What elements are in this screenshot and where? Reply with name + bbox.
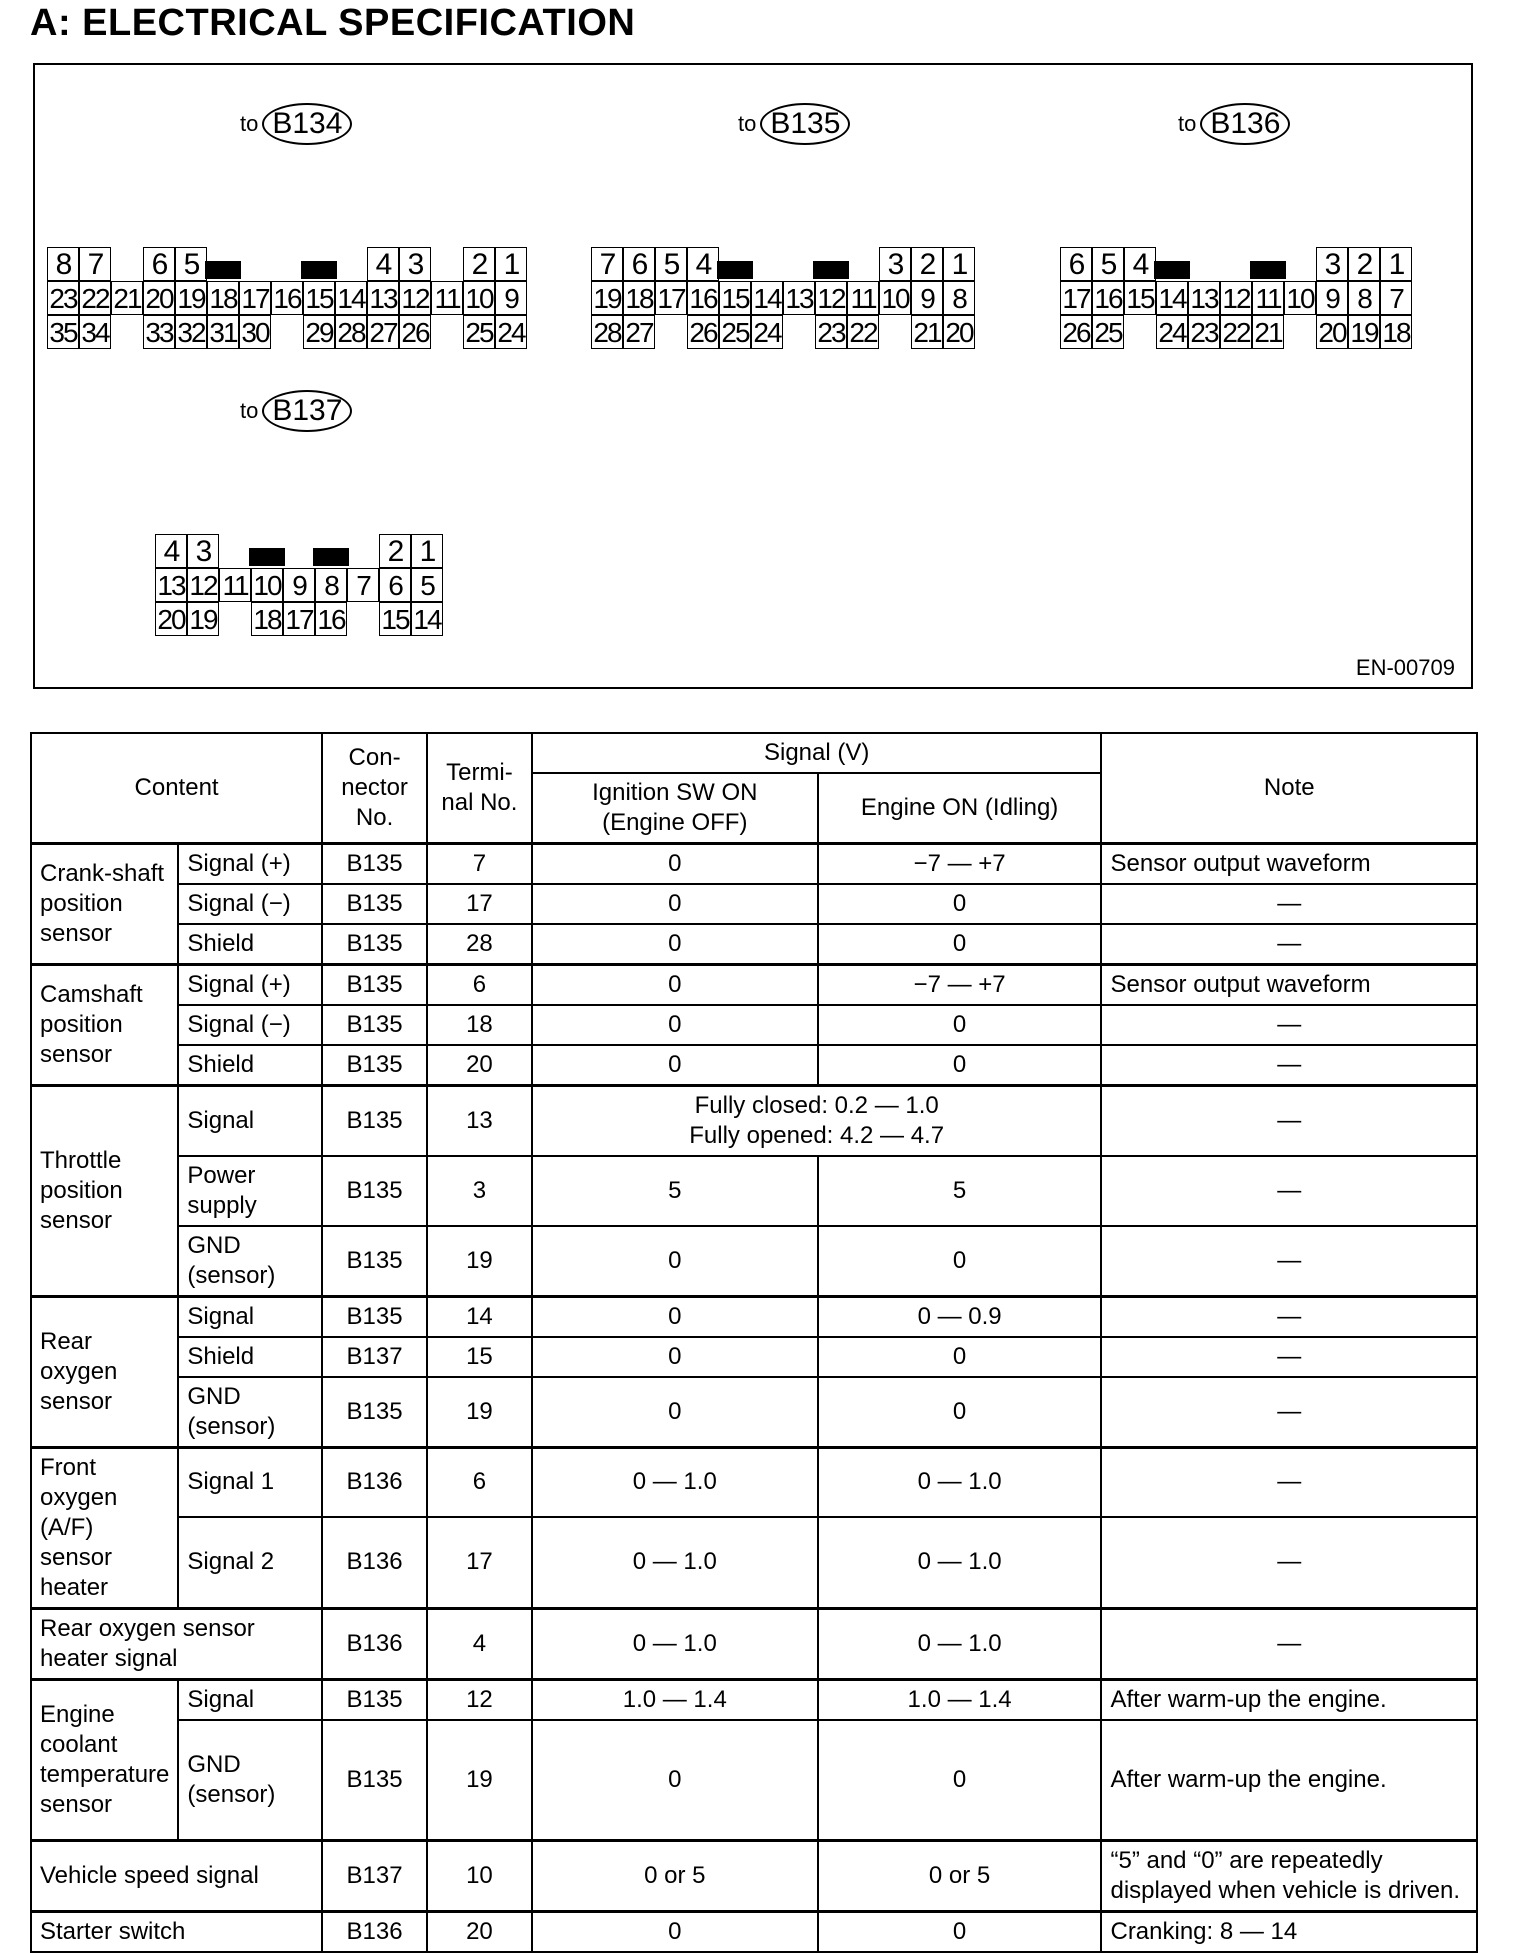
connector-pin: 1 [411,534,443,568]
connector-pin: 25 [1092,315,1124,349]
connector-pin: 19 [591,281,623,315]
connector-pin: 13 [155,568,187,602]
connector-pin: 2 [463,247,495,281]
connector-pin: 4 [1124,247,1156,281]
connector-pin: 11 [219,568,251,602]
header-signal: Signal (V) [532,733,1102,773]
connector-pin: 24 [1156,315,1188,349]
group-label: Rear oxygen sensor [31,1297,178,1448]
connector-pin: 10 [879,281,911,315]
connector-pin: 1 [495,247,527,281]
connector-pin: 19 [175,281,207,315]
connector-pin: 16 [687,281,719,315]
connector-pin: 27 [623,315,655,349]
connector-pin: 21 [1252,315,1284,349]
connector-pin: 20 [943,315,975,349]
connector-key-mark [301,261,337,279]
connector-pin: 4 [155,534,187,568]
header-content: Content [31,733,322,844]
group-label: Crank-shaft position sensor [31,844,178,965]
connector-pin: 3 [1316,247,1348,281]
connector-key-mark [1154,261,1190,279]
connector-pin: 12 [1220,281,1252,315]
table-row: GND (sensor) B135 19 0 0 After warm-up the engine. [31,1720,1477,1840]
connector-pin: 26 [399,315,431,349]
connector-pin: 31 [207,315,239,349]
connector-pin: 6 [1060,247,1092,281]
connector-pin: 24 [495,315,527,349]
connector-pin: 3 [399,247,431,281]
connector-pin: 7 [591,247,623,281]
connector-pin: 33 [143,315,175,349]
connector-key-mark [813,261,849,279]
table-row: Shield B137 15 0 0 — [31,1337,1477,1377]
connector-pin: 18 [623,281,655,315]
connector-pin: 16 [1092,281,1124,315]
connector-pin: 6 [379,568,411,602]
connector-pin: 4 [687,247,719,281]
connector-pin: 23 [47,281,79,315]
connector-pin: 22 [847,315,879,349]
connector-pin: 27 [367,315,399,349]
connector-pin: 22 [79,281,111,315]
connector-pin: 34 [79,315,111,349]
connector-pin: 5 [175,247,207,281]
connector-pin: 13 [783,281,815,315]
connector-label-b135: to B135 [738,103,850,145]
connector-pin: 16 [315,602,347,636]
connector-pin: 4 [367,247,399,281]
connector-pin: 2 [1348,247,1380,281]
connector-pin: 22 [1220,315,1252,349]
connector-pin: 7 [79,247,111,281]
connector-label-b137: to B137 [240,390,352,432]
connector-pin: 2 [911,247,943,281]
connector-pin: 14 [1156,281,1188,315]
connector-diagram [33,63,1473,689]
connector-pin: 17 [655,281,687,315]
table-row: Signal (−) B135 17 0 0 — [31,884,1477,924]
table-row: Crank-shaft position sensor Signal (+) B135 7 0 −7 — +7 Sensor output waveform [31,844,1477,885]
connector-pin: 5 [411,568,443,602]
table-row: Shield B135 20 0 0 — [31,1045,1477,1086]
table-row: Starter switch B136 20 0 0 Cranking: 8 — 14 [31,1911,1477,1952]
connector-pin: 10 [251,568,283,602]
connector-pin: 10 [463,281,495,315]
table-row: Rear oxygen sensor heater signal B136 4 0 — 1.0 0 — 1.0 — [31,1609,1477,1680]
connector-pin: 26 [1060,315,1092,349]
connector-pin: 19 [1348,315,1380,349]
header-ignition: Ignition SW ON (Engine OFF) [532,773,818,844]
connector-pin: 23 [815,315,847,349]
connector-pin: 32 [175,315,207,349]
connector-pin: 6 [623,247,655,281]
group-label: Starter switch [31,1911,322,1952]
connector-pin: 12 [399,281,431,315]
connector-pin: 9 [1316,281,1348,315]
connector-pin: 6 [143,247,175,281]
table-row: GND (sensor) B135 19 0 0 — [31,1226,1477,1297]
connector-pin: 15 [379,602,411,636]
connector-key-mark [1250,261,1286,279]
connector-pin: 9 [911,281,943,315]
connector-pin: 16 [271,281,303,315]
connector-pin: 12 [187,568,219,602]
connector-pin: 5 [655,247,687,281]
connector-label-b136: to B136 [1178,103,1290,145]
connector-key-mark [205,261,241,279]
connector-pin: 20 [143,281,175,315]
connector-pin: 8 [315,568,347,602]
group-label: Front oxygen (A/F) sensor heater [31,1448,178,1609]
connector-pin: 21 [111,281,143,315]
connector-pin: 12 [815,281,847,315]
connector-pin: 30 [239,315,271,349]
table-row: Signal (−) B135 18 0 0 — [31,1005,1477,1045]
connector-pin: 14 [411,602,443,636]
connector-key-mark [717,261,753,279]
connector-pin: 35 [47,315,79,349]
connector-pin: 15 [719,281,751,315]
connector-pin: 3 [187,534,219,568]
table-row: Engine coolant temperature sensor Signal B135 12 1.0 — 1.4 1.0 — 1.4 After warm-up the engine. [31,1680,1477,1721]
group-label: Rear oxygen sensor heater signal [31,1609,322,1680]
connector-pin: 8 [943,281,975,315]
connector-label-b134: to B134 [240,103,352,145]
table-row: Throttle position sensor Signal B135 13 Fully closed: 0.2 — 1.0 Fully opened: 4.2 — 4.7 — [31,1086,1477,1157]
connector-pin: 8 [1348,281,1380,315]
connector-pin: 17 [283,602,315,636]
connector-pin: 7 [347,568,379,602]
table-row: Vehicle speed signal B137 10 0 or 5 0 or 5 “5” and “0” are repeatedly displayed when vehicle is driven. [31,1840,1477,1911]
connector-pin: 8 [47,247,79,281]
connector-pin: 18 [1380,315,1412,349]
connector-pin: 1 [943,247,975,281]
connector-pin: 9 [495,281,527,315]
connector-pin: 21 [911,315,943,349]
connector-pin: 13 [367,281,399,315]
table-row: Rear oxygen sensor Signal B135 14 0 0 — 0.9 — [31,1297,1477,1338]
connector-pin: 9 [283,568,315,602]
figure-id: EN-00709 [1355,655,1455,680]
connector-pin: 20 [1316,315,1348,349]
connector-pin: 2 [379,534,411,568]
connector-pin: 15 [303,281,335,315]
page-title: A: ELECTRICAL SPECIFICATION [30,2,636,44]
connector-pin: 7 [1380,281,1412,315]
table-row: Shield B135 28 0 0 — [31,924,1477,965]
connector-key-mark [249,548,285,566]
connector-pin: 24 [751,315,783,349]
connector-pin: 19 [187,602,219,636]
table-row: GND (sensor) B135 19 0 0 — [31,1377,1477,1448]
connector-pin: 25 [719,315,751,349]
electrical-spec-table [30,732,1478,1953]
connector-pin: 10 [1284,281,1316,315]
connector-pin: 11 [847,281,879,315]
connector-pin: 14 [751,281,783,315]
connector-pin: 11 [431,281,463,315]
group-label: Engine coolant temperature sensor [31,1680,178,1841]
connector-pin: 11 [1252,281,1284,315]
connector-pin: 3 [879,247,911,281]
connector-pin: 18 [251,602,283,636]
connector-pin: 25 [463,315,495,349]
connector-pin: 5 [1092,247,1124,281]
connector-pin: 20 [155,602,187,636]
group-label: Vehicle speed signal [31,1840,322,1911]
table-row: Front oxygen (A/F) sensor heater Signal 1 B136 6 0 — 1.0 0 — 1.0 — [31,1448,1477,1517]
connector-pin: 13 [1188,281,1220,315]
connector-pin: 29 [303,315,335,349]
table-row: Signal 2 B136 17 0 — 1.0 0 — 1.0 — [31,1517,1477,1609]
connector-pin: 28 [335,315,367,349]
header-connector: Con- nector No. [322,733,427,844]
connector-pin: 17 [1060,281,1092,315]
connector-key-mark [313,548,349,566]
connector-pin: 26 [687,315,719,349]
header-engine: Engine ON (Idling) [818,773,1102,844]
connector-pin: 17 [239,281,271,315]
header-terminal: Termi- nal No. [427,733,532,844]
table-row: Power supply B135 3 5 5 — [31,1156,1477,1226]
connector-pin: 28 [591,315,623,349]
connector-pin: 23 [1188,315,1220,349]
connector-pin: 18 [207,281,239,315]
header-note: Note [1101,733,1477,844]
connector-pin: 15 [1124,281,1156,315]
connector-pin: 14 [335,281,367,315]
group-label: Throttle position sensor [31,1086,178,1297]
group-label: Camshaft position sensor [31,965,178,1086]
table-row: Camshaft position sensor Signal (+) B135 6 0 −7 — +7 Sensor output waveform [31,965,1477,1006]
connector-pin: 1 [1380,247,1412,281]
